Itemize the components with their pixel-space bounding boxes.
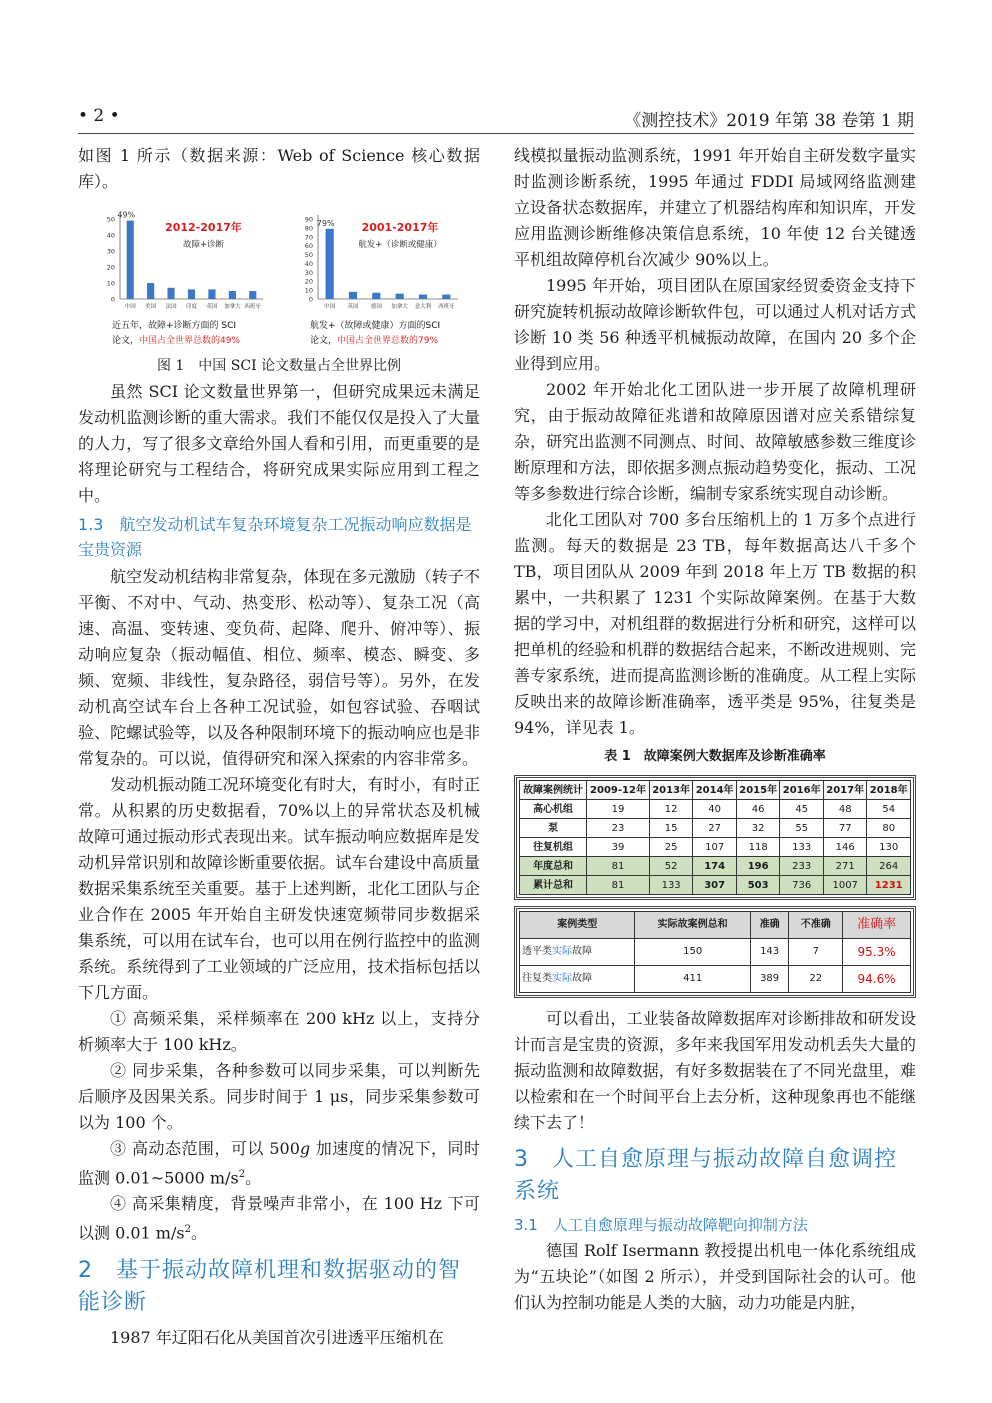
y-tick-label: 60: [304, 242, 313, 251]
table-cell: 12: [649, 800, 693, 819]
bar: [127, 221, 134, 299]
table-cell: 32: [736, 819, 780, 838]
table-cell: 25: [649, 838, 693, 857]
table-cell: 264: [867, 857, 911, 876]
chart-title: 2001-2017年: [361, 221, 439, 234]
section-heading-3-1: 3.1 人工自愈原理与振动故障靶向抑制方法: [514, 1216, 808, 1234]
paragraph: 1987 年辽阳石化从美国首次引进透平压缩机在: [110, 1327, 444, 1347]
table-row: [520, 800, 911, 819]
table-cell: 133: [649, 876, 693, 895]
table-cell: 48: [823, 800, 867, 819]
x-tick-label: 加拿大: [224, 304, 241, 310]
table-cell: 146: [823, 838, 867, 857]
section-heading-1-3: 1.3 航空发动机试车复杂环境复杂工况振动响应数据是宝贵资源: [78, 515, 472, 559]
table-header-cell: 2009-12年: [587, 781, 650, 800]
y-tick-label: 30: [304, 268, 313, 277]
x-tick-label: 印度: [185, 304, 198, 310]
y-tick-label: 0: [308, 295, 313, 304]
x-tick-label: 美国: [145, 304, 157, 310]
chart-note: 论文，中国占全世界总数的49%: [112, 336, 241, 346]
y-tick-label: 40: [106, 231, 115, 240]
page-number: • 2 •: [78, 106, 120, 126]
table-cell: 81: [587, 857, 650, 876]
bar: [249, 291, 256, 299]
list-item: ① 高频采集，采样频率在 200 kHz 以上，支持分析频率大于 100 kHz。: [78, 1009, 480, 1054]
list-item: ③ 高动态范围，可以 500g 加速度的情况下，同时监测 0.01~5000 $m/s^2$。: [78, 1139, 480, 1188]
table-cell: 133: [780, 838, 824, 857]
y-tick-label: 40: [304, 259, 313, 268]
x-tick-label: 西班牙: [438, 304, 455, 310]
y-tick-label: 10: [106, 279, 115, 288]
table-1-frame: [514, 775, 916, 900]
x-tick-label: 法国: [165, 304, 177, 310]
data-label: 79%: [316, 218, 335, 228]
chart-subtitle: 故障+诊断: [182, 240, 225, 250]
page-header: [78, 104, 914, 134]
list-item: ④ 高采集精度，背景噪声非常小，在 100 Hz 下可以测 0.01 $m/s^2$。: [78, 1194, 480, 1243]
table-cell: 23: [587, 819, 650, 838]
table-cell: 118: [736, 838, 780, 857]
figure-1: [78, 201, 480, 351]
table-cell: 15: [649, 819, 693, 838]
table-cell: 389: [750, 966, 788, 993]
bar: [229, 291, 236, 299]
table-row: [520, 939, 911, 966]
table-cell: 233: [780, 857, 824, 876]
chart-subtitle: 航发+（诊断或健康）: [358, 240, 442, 250]
bar: [419, 295, 427, 299]
right-column: [514, 143, 916, 1316]
table-cell: 52: [649, 857, 693, 876]
table-header-cell: 准确率: [843, 912, 911, 939]
table-row: [520, 966, 911, 993]
paragraph: 2002 年开始北化工团队进一步开展了故障机理研究，由于振动故障征兆谱和故障原因谱对应关系错综复杂，研究出监测不同测点、时间、故障敏感参数三维度诊断原理和方法，即依据多测点振动趋势变化，振动、工况等多参数进行综合诊断，编制专家系统实现自动诊断。: [514, 380, 916, 503]
y-tick-label: 0: [110, 295, 115, 304]
table-cell: 174: [693, 857, 737, 876]
table-cell: 411: [635, 966, 750, 993]
y-tick-label: 50: [106, 215, 115, 224]
table-cell: 81: [587, 876, 650, 895]
y-tick-label: 80: [304, 224, 313, 233]
paragraph: 虽然 SCI 论文数量世界第一，但研究成果远未满足发动机监测诊断的重大需求。我们不能仅仅是投入了大量的人力，写了很多文章给外国人看和引用，而更重要的是将理论研究与工程结合，将研究成果实际应用到工程之中。: [78, 382, 480, 505]
table-row: [520, 857, 911, 876]
x-tick-label: 中国: [124, 304, 136, 310]
table-header-cell: 不准确: [789, 912, 843, 939]
x-tick-label: 意大利: [414, 304, 432, 310]
chart-note: 航发+（故障或健康）方面的SCI: [310, 321, 441, 331]
table-header-cell: 2013年: [649, 781, 693, 800]
journal-title: 《测控技术》2019 年第 38 卷第 1 期: [624, 111, 914, 131]
table-cell: 150: [635, 939, 750, 966]
table-header-cell: 2015年: [736, 781, 780, 800]
sci-bar-charts: [78, 201, 480, 351]
section-heading-2: 2 基于振动故障机理和数据驱动的智能诊断: [78, 1257, 461, 1315]
table-cell: 7: [789, 939, 843, 966]
row-label: 透平类实际故障: [520, 939, 635, 966]
row-label: 往复类实际故障: [520, 966, 635, 993]
paragraph: 可以看出，工业装备故障数据库对诊断排故和研发设计而言是宝贵的资源，多年来我国军用发动机丢失大量的振动监测和故障数据，有好多数据装在了不同光盘里，难以检索和在一个时间平台上去分析，这种现象再也不能继续下去了！: [514, 1009, 916, 1132]
table-header-row: [520, 912, 911, 939]
y-tick-label: 70: [304, 233, 313, 242]
chart-note: 论文，中国占全世界总数的79%: [310, 336, 439, 346]
table-cell: 736: [780, 876, 824, 895]
bar: [442, 295, 450, 299]
x-tick-label: 德国: [370, 304, 382, 310]
x-tick-label: 加拿大: [391, 304, 408, 310]
y-tick-label: 20: [106, 263, 115, 272]
x-tick-label: 英国: [206, 304, 218, 310]
table-header-cell: 2016年: [780, 781, 824, 800]
y-tick-label: 20: [304, 277, 313, 286]
row-label: 高心机组: [520, 800, 587, 819]
paragraph: 线模拟量振动监测系统，1991 年开始自主研发数字量实时监测诊断系统，1995 年通过 FDDI 局域网络监测建立设备状态数据库，并建立了机器结构库和知识库，开发应用监测诊断维修决策信息系统，10 年使 12 台关键透平机组故障停机台次减少 90%以上。: [514, 146, 916, 269]
bar: [349, 292, 357, 299]
table-cell: 1231: [867, 876, 911, 895]
row-label: 年度总和: [520, 857, 587, 876]
table-row: [520, 819, 911, 838]
y-tick-label: 10: [304, 286, 313, 295]
paragraph: 德国 Rolf Isermann 教授提出机电一体化系统组成为“五块论”（如图 2 所示），并受到国际社会的认可。他们认为控制功能是人类的大脑，动力功能是内脏，: [514, 1241, 916, 1312]
table-cell: 55: [780, 819, 824, 838]
bar: [208, 289, 215, 299]
table-cell: 1007: [823, 876, 867, 895]
left-column: [78, 143, 480, 1351]
table-cell: 45: [780, 800, 824, 819]
data-label: 49%: [117, 210, 136, 220]
row-label: 累计总和: [520, 876, 587, 895]
table-cell: 19: [587, 800, 650, 819]
table-cell: 54: [867, 800, 911, 819]
table-cell: 130: [867, 838, 911, 857]
row-label: 泵: [520, 819, 587, 838]
paragraph: 航空发动机结构非常复杂，体现在多元激励（转子不平衡、不对中、气动、热变形、松动等）、复杂工况（高速、高温、变转速、变负荷、起降、爬升、俯冲等）、振动响应复杂（振动幅值、相位、频率、模态、瞬变、多频、宽频、非线性，复杂路径，弱信号等）。另外，在发动机高空试车台上各种工况试验，如包容试验、吞咽试验、陀螺试验等，以及各种限制环境下的振动响应也是非常复杂的。可以说，值得研究和深入探索的内容非常多。: [78, 567, 480, 768]
bar: [147, 283, 154, 299]
table-cell: 307: [693, 876, 737, 895]
bar: [167, 288, 174, 299]
table-cell: 39: [587, 838, 650, 857]
table-header-cell: 故障案例统计: [520, 781, 587, 800]
table-cell: 271: [823, 857, 867, 876]
table-cell: 80: [867, 819, 911, 838]
table-cell: 22: [789, 966, 843, 993]
table-header-cell: 案例类型: [520, 912, 635, 939]
table-2-frame: [514, 906, 916, 998]
table-cell: 46: [736, 800, 780, 819]
paragraph: 发动机振动随工况环境变化有时大，有时小，有时正常。从积累的历史数据看，70%以上的异常状态及机械故障可通过振动形式表现出来。试车振动响应数据库是发动机异常识别和故障诊断重要依据。试车台建设中高质量数据采集系统至关重要。基于上述判断，北化工团队与企业合作在 2005 年开始自主研发快速宽频带同步数据采集系统，可以用在试车台，也可以用在例行监控中的监测系统。系统得到了工业领域的广泛应用，技术指标包括以下几方面。: [78, 775, 480, 1002]
list-item: ② 同步采集，各种参数可以同步采集，可以判断先后顺序及因果关系。同步时间于 1 μs，同步采集参数可以为 100 个。: [78, 1061, 480, 1132]
paragraph: 北化工团队对 700 多台压缩机上的 1 万多个点进行监测。每天的数据是 23 TB，每年数据高达八千多个 TB，项目团队从 2009 年到 2018 年上万 TB 数据的积累中，一共积累了 1231 个实际故障案例。在基于大数据的学习中，对机组群的数据进行分析和研究，这样可以把单机的经验和机群的数据结合起来，不断改进规则、完善专家系统，进而提高监测诊断的准确度。从工程上实际反映出来的故障诊断准确率，透平类是 95%，往复类是 94%，详见表 1。: [514, 510, 916, 737]
table-header-cell: 2017年: [823, 781, 867, 800]
bar: [188, 289, 195, 299]
x-tick-label: 中国: [324, 304, 336, 310]
table-cell: 27: [693, 819, 737, 838]
chart-title: 2012-2017年: [165, 221, 242, 234]
paragraph: 1995 年开始，项目团队在原国家经贸委资金支持下研究旋转机振动故障诊断软件包，可以通过人机对话方式诊断 10 类 56 种透平机械振动故障，在国内 20 多个企业得到应用。: [514, 276, 916, 373]
table-cell: 503: [736, 876, 780, 895]
table-cell: 40: [693, 800, 737, 819]
y-tick-label: 50: [304, 251, 313, 260]
table-cell: 143: [750, 939, 788, 966]
bar: [396, 294, 404, 299]
chart-note: 近五年，故障+诊断方面的 SCI: [112, 321, 237, 331]
bar: [326, 229, 334, 299]
y-tick-label: 90: [304, 215, 313, 224]
table-caption: 表 1 故障案例大数据库及诊断准确率: [604, 749, 826, 764]
table-cell: 196: [736, 857, 780, 876]
accuracy-table: [519, 911, 911, 993]
x-tick-label: 英国: [347, 304, 359, 310]
row-label: 往复机组: [520, 838, 587, 857]
table-cell: 107: [693, 838, 737, 857]
table-cell: 77: [823, 819, 867, 838]
table-header-cell: 2014年: [693, 781, 737, 800]
figure-caption: 图 1 中国 SCI 论文数量占全世界比例: [156, 358, 402, 374]
bar: [372, 293, 380, 299]
x-tick-label: 西班牙: [244, 304, 262, 310]
table-header-row: [520, 781, 911, 800]
table-row: [520, 876, 911, 895]
y-tick-label: 30: [106, 247, 115, 256]
table-header-cell: 实际故案例总和: [635, 912, 750, 939]
paragraph: 如图 1 所示（数据来源：Web of Science 核心数据库）。: [78, 146, 480, 191]
section-heading-3: 3 人工自愈原理与振动故障自愈调控系统: [514, 1147, 897, 1204]
accuracy-rate: 95.3%: [843, 939, 911, 966]
table-row: [520, 838, 911, 857]
accuracy-rate: 94.6%: [843, 966, 911, 993]
fault-case-table: [519, 780, 911, 895]
table-header-cell: 准确: [750, 912, 788, 939]
table-header-cell: 2018年: [867, 781, 911, 800]
